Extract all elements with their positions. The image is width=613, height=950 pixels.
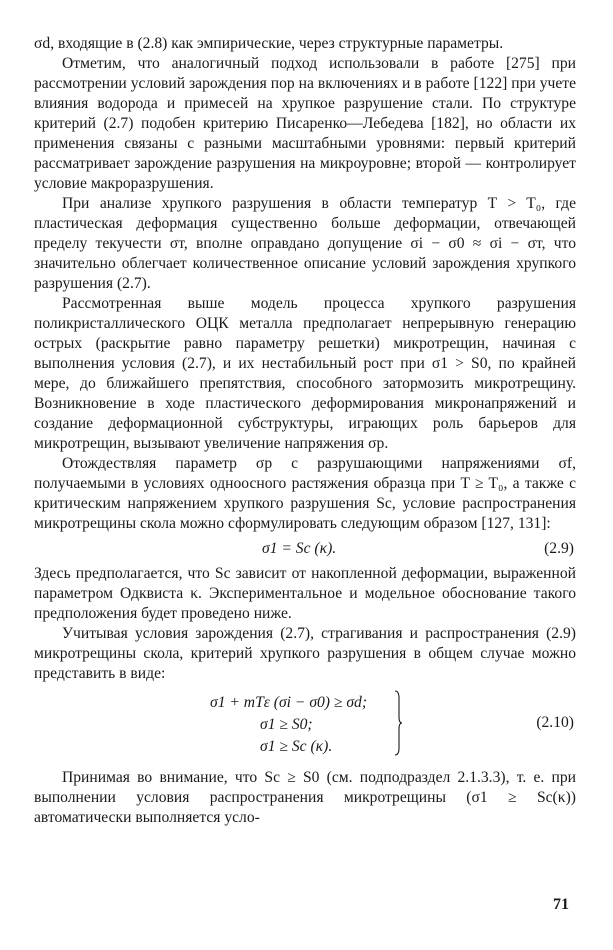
- paragraph-6: Здесь предполагается, что Sc зависит от накопленной деформации, выраженной параметром Одквиста κ. Экспериментальное и модельное обоснование такого предположения будет проведено ниже.: [34, 565, 576, 622]
- equation-2-10: [34, 688, 576, 760]
- equation-2-10-line-2: σ1 ≥ S0;: [260, 716, 313, 733]
- equation-2-9: [34, 534, 576, 564]
- paragraph-4: Рассмотренная выше модель процесса хрупкого разрушения поликристаллического ОЦК металла предполагает непрерывную генерацию острых (раскрытие равно параметру решетки) микротрещин, начиная с выполнения условия (2.7), и их нестабильный рост при σ1 > S0, по крайней мере, до ближайшего препятствия, способного затормозить микротрещину. Возникновение в ходе пластического деформирования микронапряжений и создание деформационной субструктуры, играющих роль барьеров для микротрещин, вызывают увеличение напряжения σp.: [34, 295, 576, 452]
- paragraph-2: Отметим, что аналогичный подход использовали в работе [275] при рассмотрении условий зарождения пор на включениях и в работе [122] при учете влияния водорода и примесей на хрупкое разрушение стали. По структуре критерий (2.7) подобен критерию Писаренко—Лебедева [182], но области их применения связаны с разными масштабными уровнями: первый критерий рассматривает зарождение разрушения на микроуровне; второй — контролирует условие макроразрушения.: [34, 55, 576, 192]
- paragraph-1: σd, входящие в (2.8) как эмпирические, через структурные параметры.: [34, 35, 504, 52]
- equation-2-10-number: (2.10): [536, 714, 574, 731]
- equation-2-9-formula: σ1 = Sc (κ).: [262, 540, 337, 557]
- equation-2-10-line-3: σ1 ≥ Sc (κ).: [260, 738, 333, 755]
- equation-2-10-line-1: σ1 + mTε (σi − σ0) ≥ σd;: [210, 694, 368, 711]
- paragraph-3: При анализе хрупкого разрушения в области температур T > T₀, где пластическая деформация существенно больше деформации, отвечающей пределу текучести σт, вполне оправдано допущение σi − σ0 ≈ σi − σт, что значительно облегчает количественное описание условий зарождения хрупкого разрушения (2.7).: [34, 195, 576, 292]
- paragraph-8: Принимая во внимание, что Sc ≥ S0 (см. подподраздел 2.1.3.3), т. е. при выполнении условия распространения микротрещины (σ1 ≥ Sc(κ)) автоматически выполняется усло-: [34, 769, 576, 826]
- paragraph-7: Учитывая условия зарождения (2.7), страгивания и распространения (2.9) микротрещины скола, критерий хрупкого разрушения в общем случае можно представить в виде:: [34, 625, 576, 682]
- page-body: [34, 34, 576, 828]
- right-brace-icon: [394, 690, 402, 756]
- paragraph-5: Отождествляя параметр σp с разрушающими напряжениями σf, получаемыми в условиях одноосного растяжения образца при T ≥ T₀, а также с критическим напряжением хрупкого разрушения Sc, условие распространения микротрещины скола можно сформулировать следующим образом [127, 131]:: [34, 455, 576, 532]
- page-number: 71: [553, 896, 569, 913]
- equation-2-9-number: (2.9): [544, 540, 574, 557]
